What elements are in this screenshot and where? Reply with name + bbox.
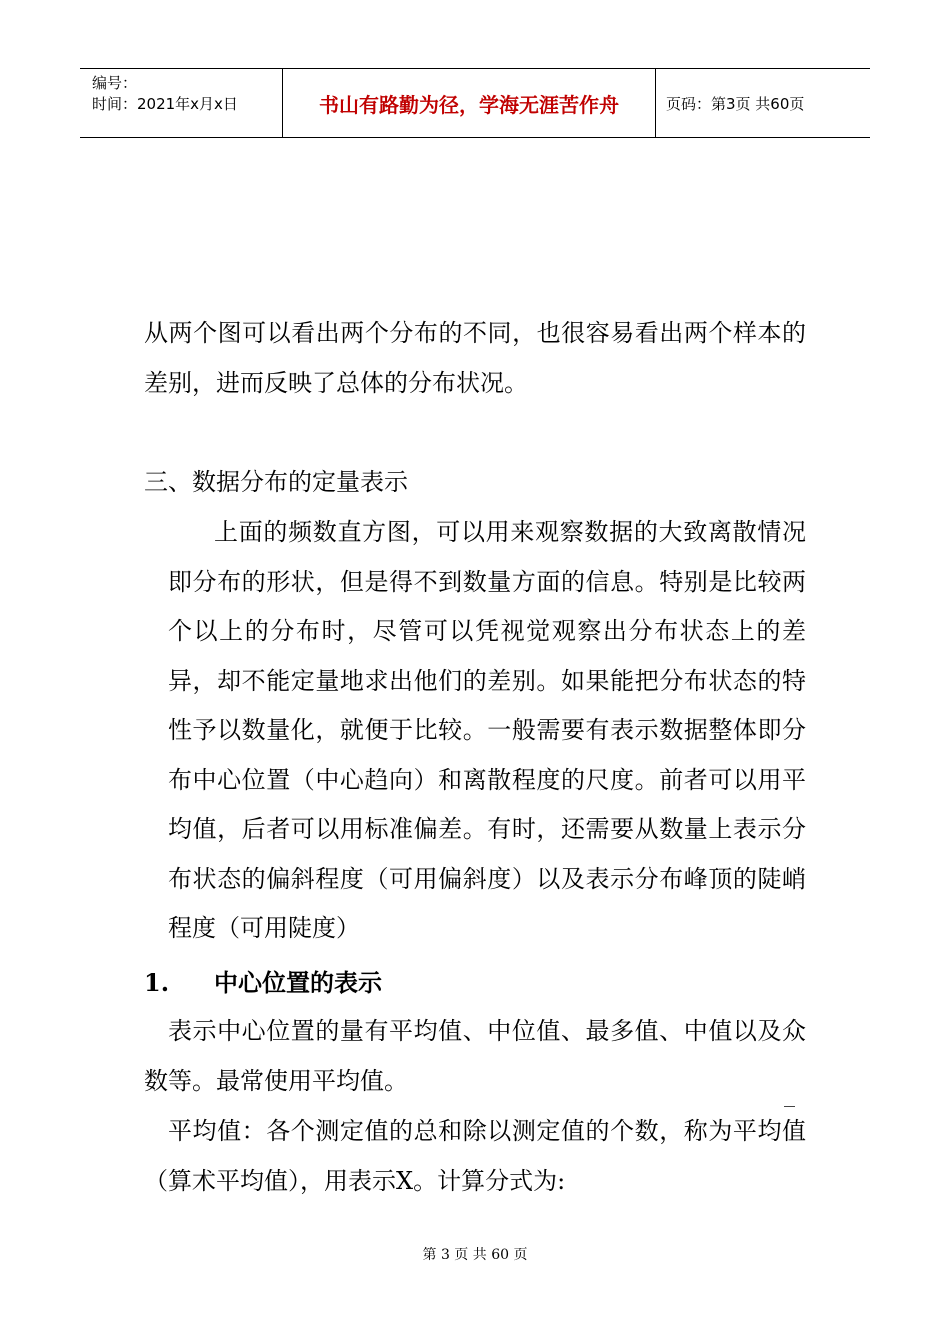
paragraph-distribution-difference: 从两个图可以看出两个分布的不同，也很容易看出两个样本的差别，进而反映了总体的分布状况。	[144, 319, 806, 397]
paragraph-mean-definition: 平均值：各个测定值的总和除以测定值的个数，称为平均值（算术平均值），用表示X。计算分式为:	[144, 1117, 806, 1195]
paragraph-center-measures: 表示中心位置的量有平均值、中位值、最多值、中值以及众数等。最常使用平均值。	[144, 1017, 806, 1095]
header-motto: 书山有路勤为径，学海无涯苦作舟	[282, 69, 656, 137]
document-time-label: 时间：2021年x月x日	[92, 95, 238, 113]
document-number-label: 编号：	[92, 74, 138, 92]
subsection-title: 中心位置的表示	[214, 969, 382, 997]
subsection-number: 1.	[144, 968, 170, 997]
section-heading-quantitative: 三、数据分布的定量表示	[144, 468, 408, 496]
paragraph-histogram-limits: 上面的频数直方图，可以用来观察数据的大致离散情况即分布的形状，但是得不到数量方面的信息。特别是比较两个以上的分布时，尽管可以凭视觉观察出分布状态上的差异，却不能定量地求出他们的差别。如果能把分布状态的特性予以数量化，就便于比较。一般需要有表示数据整体即分布中心位置（中心趋向）和离散程度的尺度。前者可以用平均值，后者可以用标准偏差。有时，还需要从数量上表示分布状态的偏斜程度（可用偏斜度）以及表示分布峰顶的陡峭程度（可用陡度）	[168, 518, 806, 942]
header-left	[80, 69, 282, 137]
page-footer: 第 3 页 共 60 页	[422, 1247, 528, 1263]
page-header	[80, 68, 870, 138]
header-page-indicator: 页码：第3页 共60页	[666, 94, 805, 113]
subsection-heading-center	[144, 958, 382, 1009]
